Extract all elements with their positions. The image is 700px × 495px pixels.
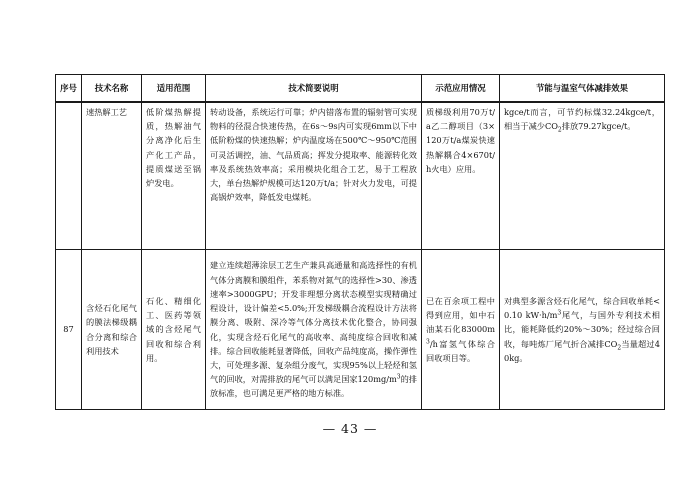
energy-saving-effect xyxy=(500,102,665,250)
application-scope: 低阶煤热解提质，热解油气分离净化后生产化工产品，提质煤送至锅炉发电。 xyxy=(142,102,206,250)
technology-description: 转动设备，系统运行可靠；炉内错落布置的辐射管可实现物料的径混合快速传热，在6s～9s内可实现6mm以下中低阶粉煤的快速热解；炉内温度场在500℃～950℃范围可灵活调控，油、气品质高；挥发分提取率、能源转化效率及系统热效率高；采用模块化组合工艺，易于工程放大，单台热解炉规模可达120万t/a；针对火力发电，可提高锅炉效率，降低发电煤耗。 xyxy=(206,102,422,250)
application-scope: 石化、精细化工、医药等领域的含烃尾气回收和综合利用。 xyxy=(142,250,206,410)
technology-name: 含烃石化尾气的膜法梯级耦合分离和综合利用技术 xyxy=(82,250,142,410)
effect-subscript: 2 xyxy=(617,344,622,352)
effect-superscript: 3 xyxy=(557,309,562,317)
energy-saving-effect xyxy=(500,250,665,410)
row-number: 87 xyxy=(56,250,82,410)
page-number: — 43 — xyxy=(322,421,378,436)
header-description: 技术简要说明 xyxy=(206,75,422,103)
description-text-b: 的排放标准，也可满足更严格的地方标准。 xyxy=(210,374,417,399)
demo-text-b: /h富氢气体综合回收项目等。 xyxy=(426,338,495,363)
header-name: 技术名称 xyxy=(82,75,142,103)
effect-text-a: kgce/t而言，可节约标煤32.24kgce/t，相当于减少CO xyxy=(504,107,660,132)
demo-text-a: 已在百余项工程中得到应用，如中石油某石化83000m xyxy=(426,295,495,335)
effect-text-b: 排放79.27kgce/t。 xyxy=(561,121,636,132)
description-superscript: 3 xyxy=(396,373,401,381)
row-number xyxy=(56,102,82,250)
effect-text-b: 尾气，与国外专利技术相比，能耗降低约20%～30%；经过综合回收，每吨炼厂尾气折合减排CO xyxy=(504,310,660,349)
effect-subscript: 2 xyxy=(557,126,562,134)
technology-name: 速热解工艺 xyxy=(82,102,142,250)
table-row xyxy=(56,102,665,250)
table-row xyxy=(56,250,665,410)
effect-text-a: 对典型多源含烃石化尾气，综合回收单耗<0.10 kW·h/m xyxy=(504,295,660,321)
table-header-row xyxy=(56,75,665,103)
description-text-a: 建立连续超薄涂层工艺生产兼具高通量和高选择性的有机气体分离膜和膜组件，苯系物对氮气的选择性>30、渗透速率>3000GPU；开发非理想分离状态模型实现精确过程设计，设计偏差<5.0%;开发梯级耦合流程设计方法将膜分离、吸附、深冷等气体分离技术优化整合，协同强化，实现含烃石化尾气的高收率、高纯度综合回收和减排。综合回收能耗显著降低，回收产品纯度高，操作弹性大，可处理多源、复杂组分废气，实现95%以上轻烃和氢气的回收，对需排放的尾气可以满足国家120mg/m xyxy=(210,260,417,385)
effect-text-c: 当量超过40kg。 xyxy=(504,338,660,363)
header-effect: 节能与温室气体减排效果 xyxy=(500,75,665,103)
technology-description xyxy=(206,250,422,410)
demo-superscript: 3 xyxy=(426,337,430,345)
header-scope: 适用范围 xyxy=(142,75,206,103)
demo-application xyxy=(422,250,500,410)
header-demo: 示范应用情况 xyxy=(422,75,500,103)
demo-application: 质梯级利用70万t/a乙二醇项目（3×120万t/a煤炭快速热解耦合4×670t/h火电）应用。 xyxy=(422,102,500,250)
technology-table xyxy=(55,74,665,410)
header-number: 序号 xyxy=(56,75,82,103)
